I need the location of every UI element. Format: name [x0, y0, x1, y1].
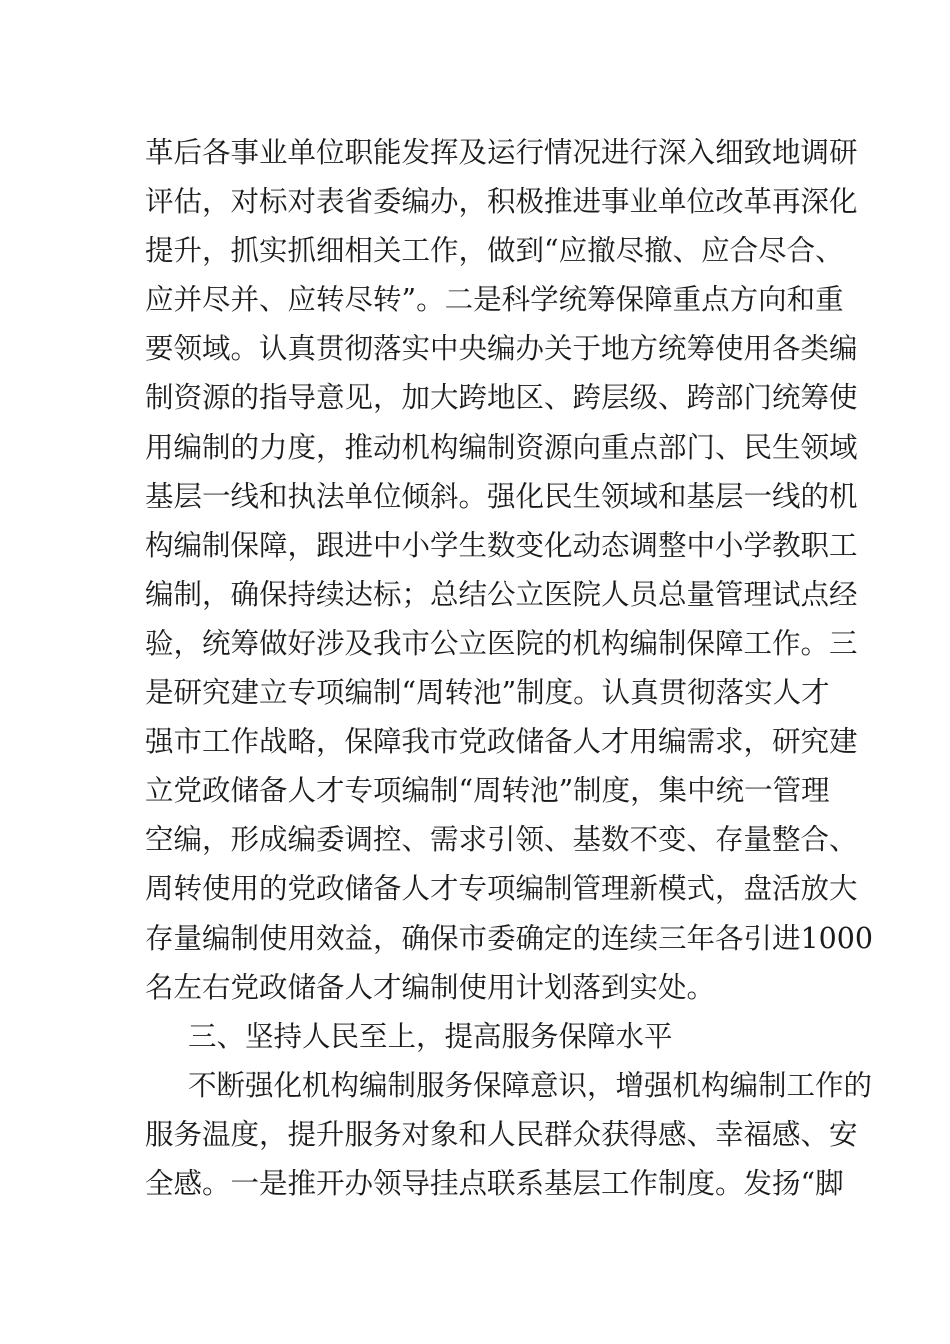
body-line-13: 强市工作战略，保障我市党政储备人才用编需求，研究建	[145, 725, 858, 759]
body-line-16: 周转使用的党政储备人才专项编制管理新模式，盘活放大	[145, 872, 858, 906]
body-line-14: 立党政储备人才专项编制“周转池”制度，集中统一管理	[145, 774, 830, 808]
body-line-17: 存量编制使用效益，确保市委确定的连续三年各引进1000	[145, 921, 874, 955]
body-line-3: 提升，抓实抓细相关工作，做到“应撤尽撤、应合尽合、	[145, 234, 844, 268]
body-line-9: 构编制保障，跟进中小学生数变化动态调整中小学教职工	[145, 528, 858, 562]
body-line-15: 空编，形成编委调控、需求引领、基数不变、存量整合、	[145, 823, 858, 857]
body-line-10: 编制，确保持续达标；总结公立医院人员总量管理试点经	[145, 577, 858, 611]
body-line-4: 应并尽并、应转尽转”。二是科学统筹保障重点方向和重	[145, 283, 844, 317]
body-line-1: 革后各事业单位职能发挥及运行情况进行深入细致地调研	[145, 136, 858, 169]
body-line-21: 服务温度，提升服务对象和人民群众获得感、幸福感、安	[145, 1117, 858, 1151]
body-line-8: 基层一线和执法单位倾斜。强化民生领域和基层一线的机	[145, 479, 858, 513]
body-line-6: 制资源的指导意见，加大跨地区、跨层级、跨部门统筹使	[145, 381, 858, 415]
body-line-11: 验，统筹做好涉及我市公立医院的机构编制保障工作。三	[145, 626, 858, 660]
document-body	[145, 128, 874, 1208]
body-line-22: 全感。一是推开办领导挂点联系基层工作制度。发扬“脚	[145, 1166, 844, 1200]
body-line-18: 名左右党政储备人才编制使用计划落到实处。	[145, 970, 716, 1004]
body-line-5: 要领域。认真贯彻落实中央编办关于地方统筹使用各类编	[145, 332, 858, 366]
body-line-20: 不断强化机构编制服务保障意识，增强机构编制工作的	[188, 1068, 873, 1102]
section-heading: 三、坚持人民至上，提高服务保障水平	[188, 1019, 673, 1053]
body-line-2: 评估，对标对表省委编办，积极推进事业单位改革再深化	[145, 185, 858, 219]
body-line-12: 是研究建立专项编制“周转池”制度。认真贯彻落实人才	[145, 676, 830, 710]
body-line-7: 用编制的力度，推动机构编制资源向重点部门、民生领域	[145, 430, 858, 464]
